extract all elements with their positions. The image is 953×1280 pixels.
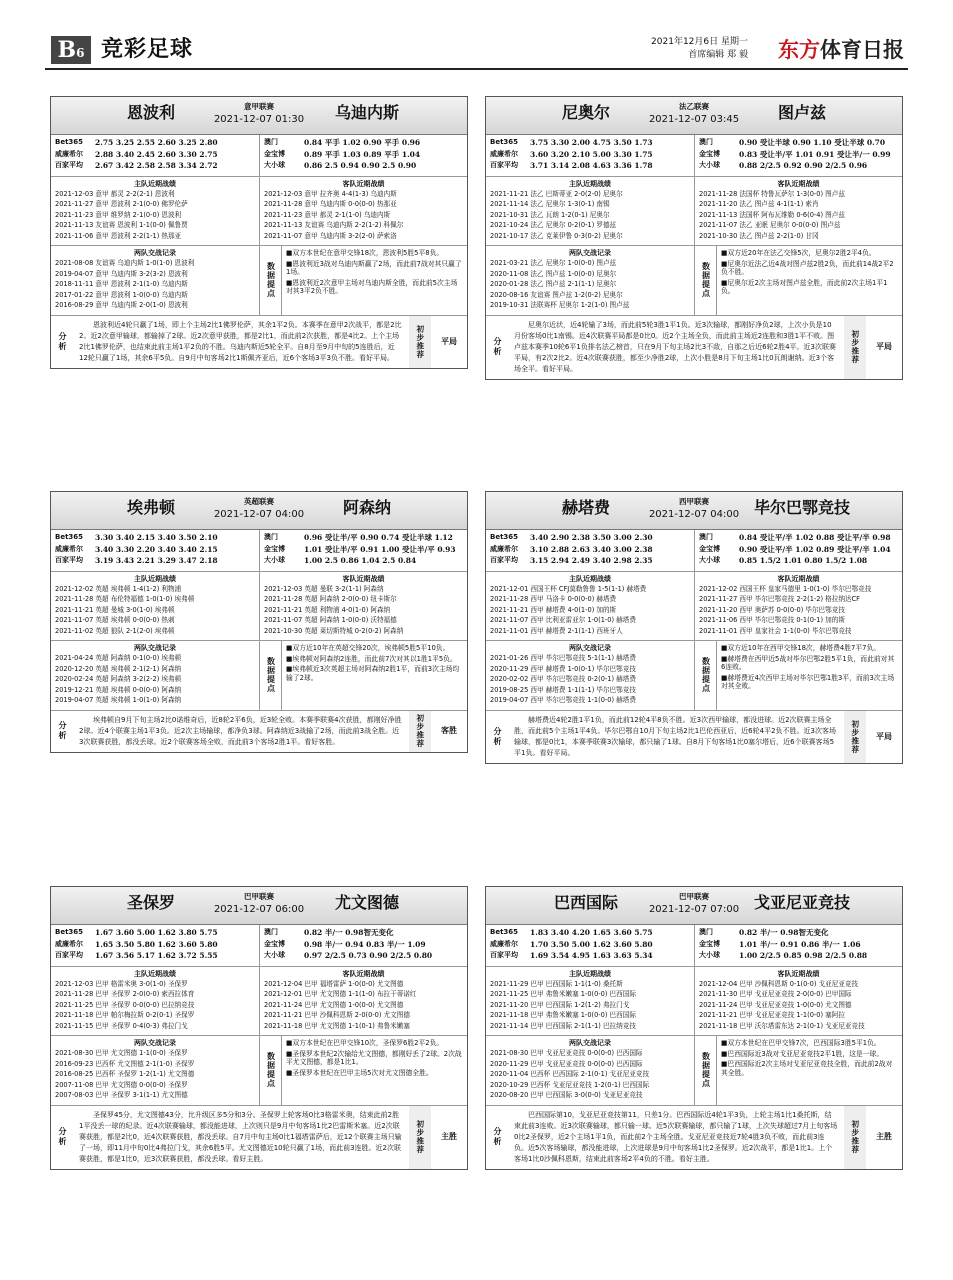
data-points-label: 数据提点 bbox=[260, 246, 282, 314]
h2h-row: 2020-11-04 巴西杯 巴西国际 2-1(0-1) 戈亚尼亚竞技 bbox=[490, 1070, 650, 1078]
league-name: 巴甲联赛 bbox=[679, 892, 709, 901]
home_recent-row: 2021-11-28 西甲 马洛卡 0-0(0-0) 赫塔费 bbox=[490, 595, 617, 604]
odds2-row: 0.89 平手 1.03 0.89 平手 1.04 bbox=[304, 149, 421, 159]
odds-company: Bet365 bbox=[490, 533, 519, 541]
h2h-section bbox=[51, 246, 467, 315]
match-panel bbox=[50, 886, 468, 1170]
odds2-row: 0.84 平手 1.02 0.90 平手 0.96 bbox=[304, 138, 421, 147]
h2h-section bbox=[486, 1036, 902, 1105]
away_recent-row: 2021-11-21 巴甲 沙佩科恩斯 2-0(0-0) 尤文图德 bbox=[264, 1011, 410, 1020]
home_recent-row: 2021-11-23 意甲 维罗纳 2-1(0-0) 恩波利 bbox=[55, 210, 182, 219]
h2h-row: 2016-08-29 意甲 乌迪内斯 2-0(1-0) 恩波利 bbox=[55, 301, 188, 309]
analysis-text: 圣保罗45分，尤文图德43分，比升级区多5分和3分。圣保罗上轮客场0比3格雷米奥，结束此前2胜1平没丢一球的纪录。近4次联赛输球，都没能进球，上次则只是9月中旬客场1比2巴雷斯米塞。近2次联赛获胜，都是2比0，近4次联赛获胜，都没丢球。自7月中旬主场0比1福塔雷萨后，近12个联赛主场只输了一场，即11月中旬0比4弗拉门戈，其余6胜5平。尤文图德近10轮只赢了1场，而此前3连胜。近2次联赛获胜，都是1比0，近3次联赛获胜，都没丢球。看好主胜。 bbox=[79, 1110, 402, 1164]
analysis-section bbox=[486, 316, 902, 380]
odds1-row: 2.75 3.25 2.55 2.60 3.25 2.80 bbox=[95, 138, 218, 147]
h2h-row: 2018-11-11 意甲 恩波利 2-1(1-0) 乌迪内斯 bbox=[55, 280, 188, 288]
points-row: ■巴西国际近3战对戈亚尼亚竞技2平1胜，这是一球。 bbox=[721, 1049, 884, 1058]
h2h-row: 2019-04-07 英超 埃弗顿 1-0(1-0) 阿森纳 bbox=[55, 696, 182, 704]
odds1-row: 1.70 3.50 5.00 1.62 3.60 5.80 bbox=[530, 939, 653, 949]
page-number: B6 bbox=[51, 36, 91, 64]
home_recent-row: 2021-11-06 意甲 恩波利 2-2(1-1) 热那亚 bbox=[55, 231, 182, 240]
points-row: ■尼奥尔近法乙近4战对图卢兹2胜2负，而此前14战2平2负不胜。 bbox=[721, 259, 894, 277]
away-recent-title: 客队近期战绩 bbox=[342, 180, 385, 188]
analysis-text: 恩波利近4轮只赢了1场，即上个主场2比1佛罗伦萨，其余1平2负。本赛季在意甲2次战平，都是2比2。近2次意甲输球，都输掉了2球。近2次意甲获胜，都是2比1，而此前2次获胜，都是4比2。上个主场2比1佛罗伦萨，也结束此前主场1平2负的不胜。乌迪内斯近5轮全平。自8月至9月中旬的5连胜后，近12轮只赢了1场，其余6平5负。自9月中旬客场2比1斯佩齐亚后，近6个客场3平3负不胜。看好平局。 bbox=[79, 320, 402, 363]
odds2-row: 0.84 受让平/半 1.02 0.88 受让平/半 0.98 bbox=[739, 533, 891, 542]
match-title-bar bbox=[51, 492, 467, 530]
home_recent-row: 2021-11-25 巴甲 弗鲁米嫩塞 1-0(0-0) 巴西国际 bbox=[490, 990, 636, 999]
match-datetime: 2021-12-07 07:00 bbox=[648, 904, 740, 915]
points-row: ■双方近10年在英超交锋20次，埃弗顿5胜5平10负。 bbox=[286, 644, 450, 653]
home-team: 赫塔费 bbox=[561, 498, 610, 517]
odds-table bbox=[486, 925, 902, 967]
odds2-row: 0.98 半/一 0.94 0.83 半/一 1.09 bbox=[304, 939, 426, 949]
match-datetime: 2021-12-07 03:45 bbox=[648, 114, 740, 125]
odds1-row: 1.83 3.40 4.20 1.65 3.60 5.75 bbox=[530, 928, 653, 937]
recommend-label: 初步推荐 bbox=[844, 711, 866, 764]
away_recent-row: 2021-12-03 意甲 拉齐奥 4-4(1-3) 乌迪内斯 bbox=[264, 189, 397, 198]
points-row: ■双方本世纪在巴甲交锋7次，巴西国际3胜5平1负。 bbox=[721, 1039, 881, 1048]
home_recent-row: 2021-11-18 巴甲 帕尔梅拉斯 0-2(0-1) 圣保罗 bbox=[55, 1011, 195, 1020]
odds-company: 金宝博 bbox=[264, 544, 285, 553]
away-team: 阿森纳 bbox=[342, 498, 391, 517]
odds2-row: 0.90 受让半球 0.90 1.10 受让半球 0.70 bbox=[739, 138, 886, 147]
away_recent-row: 2021-10-30 英超 莱切斯特城 0-2(0-2) 阿森纳 bbox=[264, 626, 404, 635]
away_recent-row: 2021-12-03 英超 曼联 3-2(1-1) 阿森纳 bbox=[264, 584, 384, 593]
match-title-bar bbox=[51, 97, 467, 135]
analysis-label: 分析 bbox=[58, 721, 67, 742]
h2h-title: 两队交战记录 bbox=[134, 644, 176, 653]
h2h-row: 2020-10-29 巴西杯 戈亚尼亚竞技 1-2(0-1) 巴西国际 bbox=[490, 1080, 650, 1089]
odds-table bbox=[486, 530, 902, 572]
odds-company: 大小球 bbox=[699, 161, 720, 169]
home-recent-title: 主队近期战绩 bbox=[134, 970, 176, 978]
h2h-row: 2020-08-20 巴甲 巴西国际 3-0(0-0) 戈亚尼亚竞技 bbox=[490, 1091, 643, 1099]
odds1-row: 3.30 3.40 2.15 3.40 3.50 2.10 bbox=[95, 533, 218, 542]
odds-company: 金宝博 bbox=[264, 939, 285, 948]
odds1-row: 3.15 2.94 2.49 3.40 2.98 2.35 bbox=[530, 556, 653, 565]
away_recent-row: 2021-11-24 巴甲 尤文图德 1-0(0-0) 尤文图德 bbox=[264, 1000, 404, 1009]
points-row: ■双方近20年在法乙交锋5次，尼奥尔2胜2平4负。 bbox=[721, 249, 876, 258]
odds2-row: 1.00 2.5 0.86 1.04 2.5 0.84 bbox=[304, 556, 417, 565]
odds1-row: 2.88 3.40 2.45 2.60 3.30 2.75 bbox=[95, 149, 218, 159]
data-points-label: 数据提点 bbox=[260, 641, 282, 709]
date-line: 2021年12月6日 星期一 首席编辑 郑 毅 bbox=[651, 37, 748, 60]
away_recent-row: 2021-11-30 巴甲 戈亚尼亚竞技 2-0(0-0) 巴甲国际 bbox=[699, 990, 852, 999]
odds1-row: 2.67 3.42 2.58 2.58 3.34 2.72 bbox=[95, 161, 218, 170]
league-name: 意甲联赛 bbox=[244, 102, 274, 111]
match-panel bbox=[50, 491, 468, 753]
match-title-bar bbox=[486, 887, 902, 925]
odds2-row: 1.00 2/2.5 0.85 0.98 2/2.5 0.88 bbox=[739, 951, 868, 960]
h2h-row: 2007-11-08 巴甲 尤文图德 0-0(0-0) 圣保罗 bbox=[55, 1080, 188, 1089]
points-row: ■赫塔费近4次西甲主场对毕尔巴鄂1胜3平，而前3次主场对其全败。 bbox=[721, 673, 895, 691]
odds-company: 百家平均 bbox=[490, 161, 518, 169]
recent-form bbox=[51, 177, 467, 246]
match-panel bbox=[485, 886, 903, 1170]
analysis-section bbox=[51, 711, 467, 753]
home-recent-title: 主队近期战绩 bbox=[569, 970, 611, 978]
odds1-row: 3.10 2.88 2.63 3.40 3.00 2.38 bbox=[530, 544, 653, 554]
odds2-row: 0.88 2/2.5 0.92 0.90 2/2.5 0.96 bbox=[739, 161, 868, 170]
match-datetime: 2021-12-07 04:00 bbox=[648, 509, 740, 520]
match-panel bbox=[485, 491, 903, 764]
odds-company: Bet365 bbox=[490, 928, 519, 936]
home_recent-row: 2021-11-07 英超 埃弗顿 0-0(0-0) 热刺 bbox=[55, 616, 175, 625]
home_recent-row: 2021-11-15 巴甲 圣保罗 0-4(0-3) 弗拉门戈 bbox=[55, 1021, 188, 1030]
odds-table bbox=[51, 135, 467, 177]
league-name: 英超联赛 bbox=[244, 497, 274, 506]
analysis-section bbox=[486, 711, 902, 764]
analysis-text: 巴西国际第10，戈亚尼亚竞技第11，只差1分。巴西国际近4轮1平3负，上轮主场1比1桑托斯，结束此前3连败。近3次联赛输球，都只输一球。近5次联赛输球，都只输了1球，上次失球超过7月上旬客场0比2圣保罗，近2个主场1平1负，而此前2个主场全胜。戈亚尼亚竞技近7轮4胜3负不败，而此前3连负。近5次客场输球，都没能进球，上次进球是9月中旬客场1比2圣保罗。近2次战平，都是1比1。上个客场1比0沙佩科恩斯，结束此前客场2平4负的不胜。看好主胜。 bbox=[514, 1110, 838, 1164]
odds-company: 大小球 bbox=[264, 161, 285, 169]
recent-form bbox=[51, 967, 467, 1036]
match-datetime: 2021-12-07 04:00 bbox=[213, 509, 305, 520]
odds-company: 澳门 bbox=[264, 138, 278, 146]
data-points-label: 数据提点 bbox=[260, 1036, 282, 1104]
odds2-row: 0.90 受让平/半 1.02 0.89 受让平/半 1.04 bbox=[739, 544, 891, 554]
home_recent-row: 2021-11-01 西甲 赫塔费 2-1(1-1) 西班牙人 bbox=[490, 626, 623, 635]
away_recent-row: 2021-11-20 西甲 奥萨苏 0-0(0-0) 毕尔巴鄂竞技 bbox=[699, 605, 845, 614]
away_recent-row: 2021-11-28 英超 阿森纳 2-0(0-0) 纽卡斯尔 bbox=[264, 595, 397, 604]
odds-company: 澳门 bbox=[699, 928, 713, 936]
analysis-section bbox=[486, 1106, 902, 1170]
h2h-row: 2019-08-25 西甲 赫塔费 1-1(1-1) 毕尔巴鄂竞技 bbox=[490, 685, 636, 694]
away_recent-row: 2021-11-28 意甲 乌迪内斯 0-0(0-0) 热那亚 bbox=[264, 200, 397, 209]
home_recent-row: 2021-12-03 意甲 都灵 2-2(2-1) 恩波利 bbox=[55, 189, 175, 198]
odds-company: 大小球 bbox=[264, 556, 285, 564]
home_recent-row: 2021-10-17 法乙 克莱伊鲁 0-3(0-2) 尼奥尔 bbox=[490, 231, 623, 240]
analysis-label: 分析 bbox=[493, 726, 502, 747]
home_recent-row: 2021-12-02 英超 埃弗顿 1-4(1-2) 利物浦 bbox=[55, 584, 182, 593]
away-team: 戈亚尼亚竞技 bbox=[753, 893, 850, 912]
home_recent-row: 2021-10-24 法乙 尼奥尔 0-2(0-1) 罗德兹 bbox=[490, 221, 617, 230]
recent-form bbox=[51, 572, 467, 641]
h2h-row: 2019-04-07 意甲 乌迪内斯 3-2(3-2) 恩波利 bbox=[55, 269, 188, 278]
h2h-row: 2019-04-07 西甲 毕尔巴鄂竞技 1-1(0-0) 赫塔费 bbox=[490, 696, 636, 704]
match-panel bbox=[485, 96, 903, 380]
h2h-title: 两队交战记录 bbox=[134, 1039, 176, 1048]
h2h-row: 2016-08-25 巴西杯 圣保罗 1-2(1-1) 尤文图德 bbox=[55, 1070, 195, 1078]
away_recent-row: 2021-12-02 西国王杯 皇家马德里 1-0(1-0) 毕尔巴鄂竞技 bbox=[699, 584, 872, 593]
h2h-row: 2020-01-28 法乙 图卢兹 2-1(1-1) 尼奥尔 bbox=[490, 280, 617, 288]
h2h-row: 2007-08-03 巴甲 圣保罗 3-1(1-1) 尤文图德 bbox=[55, 1091, 188, 1099]
away_recent-row: 2021-11-07 法乙 亚眠 尼奥尔 0-0(0-0) 图卢兹 bbox=[699, 221, 841, 230]
home-team: 巴西国际 bbox=[553, 893, 618, 912]
odds1-row: 1.65 3.50 5.80 1.62 3.60 5.80 bbox=[95, 939, 218, 949]
h2h-section bbox=[486, 641, 902, 710]
home-recent-title: 主队近期战绩 bbox=[569, 180, 611, 188]
away_recent-row: 2021-11-24 巴甲 戈亚尼亚竞技 1-0(0-0) 尤文图德 bbox=[699, 1000, 852, 1009]
h2h-row: 2020-08-16 友谊赛 图卢兹 1-2(0-2) 尼奥尔 bbox=[490, 290, 623, 299]
away-team: 乌迪内斯 bbox=[334, 103, 399, 122]
h2h-row: 2020-11-29 巴甲 戈亚尼亚竞技 0-0(0-0) 巴西国际 bbox=[490, 1059, 643, 1068]
odds-company: 威廉希尔 bbox=[55, 544, 83, 553]
analysis-text: 赫塔费近4轮2胜1平1负，而此前12轮4平8负不胜。近3次西甲输球，都没进球。近2次联赛主场全胜，而此前5个主场1平4负。毕尔巴鄂自10月下旬主场2比1巴伦西亚后，近6轮4平2负不胜。近3次客场输球，都是0比1，本赛季联赛3次输球，都只输了1球。自8月下旬客场1比0塞尔塔后，近6个联赛客场5平1负。看好平局。 bbox=[514, 715, 836, 758]
home-team: 尼奥尔 bbox=[561, 103, 610, 122]
odds1-row: 1.67 3.56 5.17 1.62 3.72 5.55 bbox=[95, 951, 218, 960]
h2h-row: 2019-10-31 法联赛杯 尼奥尔 1-2(1-0) 图卢兹 bbox=[490, 301, 630, 309]
home-team: 埃弗顿 bbox=[126, 498, 175, 517]
match-datetime: 2021-12-07 01:30 bbox=[213, 114, 305, 125]
h2h-title: 两队交战记录 bbox=[569, 1039, 611, 1048]
h2h-row: 2021-08-08 友谊赛 乌迪内斯 1-0(1-0) 恩波利 bbox=[55, 259, 195, 267]
h2h-row: 2021-01-26 西甲 毕尔巴鄂竞技 5-1(1-1) 赫塔费 bbox=[490, 654, 636, 662]
home_recent-row: 2021-11-13 友谊赛 恩波利 1-1(0-0) 佩鲁贾 bbox=[55, 221, 188, 230]
home_recent-row: 2021-11-14 巴甲 巴西国际 2-1(1-1) 巴拉纳竞技 bbox=[490, 1021, 636, 1030]
odds-company: Bet365 bbox=[55, 533, 84, 541]
home_recent-row: 2021-10-31 法乙 瓦朗 1-2(0-1) 尼奥尔 bbox=[490, 210, 610, 219]
data-points-label: 数据提点 bbox=[695, 641, 717, 709]
odds-table bbox=[51, 530, 467, 572]
section-title: 竞彩足球 bbox=[101, 37, 194, 62]
h2h-title: 两队交战记录 bbox=[569, 249, 611, 258]
away_recent-row: 2021-12-04 巴甲 福塔雷萨 1-0(0-0) 尤文图德 bbox=[264, 979, 404, 988]
analysis-label: 分析 bbox=[493, 1127, 502, 1148]
odds1-row: 3.19 3.43 2.21 3.29 3.47 2.18 bbox=[95, 556, 218, 565]
odds-company: 百家平均 bbox=[490, 556, 518, 564]
away-recent-title: 客队近期战绩 bbox=[342, 970, 385, 978]
points-row: ■赫塔费在西甲近5战对毕尔巴鄂2胜5平1负，而此前对其6连败。 bbox=[721, 654, 895, 672]
h2h-row: 2021-08-30 巴甲 尤文图德 1-1(0-0) 圣保罗 bbox=[55, 1049, 188, 1057]
home_recent-row: 2021-11-18 巴甲 弗鲁米嫩塞 1-0(0-0) 巴西国际 bbox=[490, 1011, 636, 1020]
away_recent-row: 2021-12-01 巴甲 尤文图德 1-1(1-0) 布拉干蒂诺红 bbox=[264, 990, 417, 999]
away_recent-row: 2021-11-13 法国杯 阿布瓦维勒 0-6(0-4) 图卢兹 bbox=[699, 210, 845, 219]
away_recent-row: 2021-11-27 西甲 毕尔巴鄂竞技 2-2(1-2) 格拉纳达CF bbox=[699, 595, 860, 604]
newspaper-logo: 东方体育日报 bbox=[778, 38, 904, 62]
odds-table bbox=[51, 925, 467, 967]
verdict: 客胜 bbox=[441, 726, 457, 736]
h2h-title: 两队交战记录 bbox=[569, 644, 611, 653]
analysis-text: 尼奥尔近状，近4轮输了3场，而此前5轮3胜1平1负。近3次输球，都刚好净负2球，上次小负是10月份客场0比1南锡。近4次联赛平局都是0比0。近2个主场全负，而此前主场近2连胜和3胜1平不败。图卢兹本赛季10轮6平1负排名法乙榜首，只在9月下旬主场2比3不敌，自那之后近6轮2胜4平。近3次联赛平局，有2次2比2。近4次联赛获胜，都至少净胜2球，上次小胜是8月下旬主场1比0瓦朗谢纳。近3个客场全平。看好平局。 bbox=[514, 320, 836, 374]
odds-company: 威廉希尔 bbox=[490, 149, 518, 158]
away_recent-row: 2021-11-23 意甲 都灵 2-1(1-0) 乌迪内斯 bbox=[264, 210, 391, 219]
home_recent-row: 2021-11-21 法乙 巴斯蒂亚 2-0(2-0) 尼奥尔 bbox=[490, 189, 623, 198]
odds-company: 百家平均 bbox=[55, 556, 83, 564]
odds2-row: 0.85 1.5/2 1.01 0.80 1.5/2 1.08 bbox=[739, 556, 868, 565]
away_recent-row: 2021-11-06 西甲 毕尔巴鄂竞技 0-1(0-1) 加的斯 bbox=[699, 616, 845, 625]
home-recent-title: 主队近期战绩 bbox=[134, 575, 176, 583]
recent-form bbox=[486, 177, 902, 246]
home_recent-row: 2021-11-28 英超 布伦特福德 1-0(1-0) 埃弗顿 bbox=[55, 595, 195, 604]
odds1-row: 3.60 3.20 2.10 5.00 3.30 1.75 bbox=[530, 149, 653, 159]
home_recent-row: 2021-12-03 巴甲 格雷米奥 3-0(1-0) 圣保罗 bbox=[55, 979, 188, 988]
odds2-row: 0.82 半/一 0.98智无变化 bbox=[739, 928, 829, 937]
odds1-row: 3.40 2.90 2.38 3.50 3.00 2.30 bbox=[530, 533, 653, 542]
home-team: 恩波利 bbox=[126, 103, 175, 122]
away_recent-row: 2021-11-21 巴甲 戈亚尼亚竞技 1-1(0-0) 塞阿拉 bbox=[699, 1011, 845, 1020]
analysis-section bbox=[51, 1106, 467, 1170]
odds2-row: 1.01 受让半/平 0.91 1.00 受让半/平 0.93 bbox=[304, 544, 456, 554]
odds-company: 澳门 bbox=[699, 533, 713, 541]
odds-company: Bet365 bbox=[490, 138, 519, 146]
verdict: 平局 bbox=[876, 731, 892, 741]
odds-company: 澳门 bbox=[264, 533, 278, 541]
away-team: 毕尔巴鄂竞技 bbox=[753, 498, 850, 517]
points-row: ■双方本世纪在巴甲交锋10次，圣保罗6胜2平2负。 bbox=[286, 1039, 444, 1048]
odds-table bbox=[486, 135, 902, 177]
home_recent-row: 2021-11-29 巴甲 巴西国际 1-1(1-0) 桑托斯 bbox=[490, 979, 623, 988]
odds-company: 澳门 bbox=[699, 138, 713, 146]
recommend-label: 初步推荐 bbox=[844, 1106, 866, 1170]
away-recent-title: 客队近期战绩 bbox=[777, 970, 820, 978]
points-row: ■圣保罗本世纪在巴甲主场5次对尤文图德全胜。 bbox=[286, 1068, 433, 1077]
odds-company: 威廉希尔 bbox=[490, 544, 518, 553]
away_recent-row: 2021-10-30 法乙 图卢兹 2-2(1-0) 甘冈 bbox=[699, 231, 819, 240]
h2h-title: 两队交战记录 bbox=[134, 249, 176, 258]
odds-company: 威廉希尔 bbox=[490, 939, 518, 948]
odds-company: 金宝博 bbox=[699, 149, 720, 158]
away_recent-row: 2021-11-18 巴甲 尤文图德 1-1(0-1) 弗鲁米嫩塞 bbox=[264, 1021, 410, 1030]
h2h-row: 2020-12-20 英超 埃弗顿 2-1(2-1) 阿森纳 bbox=[55, 664, 182, 673]
odds-company: 威廉希尔 bbox=[55, 149, 83, 158]
home_recent-row: 2021-11-25 巴甲 圣保罗 0-0(0-0) 巴拉纳竞技 bbox=[55, 1000, 195, 1009]
odds2-row: 0.83 受让半/平 1.01 0.91 受让半/一 0.99 bbox=[739, 149, 891, 159]
odds-company: 大小球 bbox=[699, 951, 720, 959]
home-team: 圣保罗 bbox=[126, 893, 175, 912]
match-title-bar bbox=[486, 492, 902, 530]
points-row: ■埃弗顿近3次英超主场对阿森纳2胜1平，而前3次主场均输了2球。 bbox=[286, 665, 460, 682]
odds-company: 澳门 bbox=[264, 928, 278, 936]
points-row: ■双方本世纪在意甲交锋18次，恩波利5胜5平8负。 bbox=[286, 249, 444, 258]
h2h-row: 2020-11-08 法乙 图卢兹 1-0(0-0) 尼奥尔 bbox=[490, 269, 617, 278]
verdict: 平局 bbox=[441, 336, 457, 346]
analysis-label: 分析 bbox=[58, 1127, 67, 1148]
odds-company: Bet365 bbox=[55, 928, 84, 936]
league-name: 法乙联赛 bbox=[679, 102, 709, 111]
odds2-row: 0.97 2/2.5 0.73 0.90 2/2.5 0.80 bbox=[304, 951, 433, 960]
away_recent-row: 2021-12-04 巴甲 沙佩科恩斯 0-1(0-0) 戈亚尼亚竞技 bbox=[699, 979, 859, 988]
home_recent-row: 2021-11-21 西甲 赫塔费 4-0(1-0) 加的斯 bbox=[490, 605, 617, 614]
odds-company: 大小球 bbox=[264, 951, 285, 959]
odds-company: Bet365 bbox=[55, 138, 84, 146]
away-recent-title: 客队近期战绩 bbox=[777, 180, 820, 188]
points-row: ■恩波利近3战对乌迪内斯赢了2场，而此前7战对其只赢了1场。 bbox=[286, 259, 462, 277]
analysis-label: 分析 bbox=[493, 337, 502, 358]
points-row: ■圣保罗本世纪2次输给尤文图德，都刚好丢了2球。2次战平尤文图德，都是1比1。 bbox=[286, 1049, 462, 1067]
points-row: ■埃弗顿对阿森纳2连胜，而此前7次对其以1胜1平5负。 bbox=[286, 654, 457, 663]
h2h-section bbox=[51, 641, 467, 710]
h2h-row: 2017-01-22 意甲 恩波利 1-0(0-0) 乌迪内斯 bbox=[55, 290, 188, 299]
odds-company: 金宝博 bbox=[699, 544, 720, 553]
h2h-row: 2016-09-23 巴西杯 尤文图德 2-1(1-0) 圣保罗 bbox=[55, 1059, 195, 1068]
odds1-row: 1.67 3.60 5.00 1.62 3.80 5.75 bbox=[95, 928, 218, 937]
odds-company: 百家平均 bbox=[490, 951, 518, 959]
league-name: 巴甲联赛 bbox=[244, 892, 274, 901]
h2h-section bbox=[486, 246, 902, 315]
away_recent-row: 2021-11-07 英超 阿森纳 1-0(0-0) 沃特福德 bbox=[264, 616, 397, 625]
match-title-bar bbox=[51, 887, 467, 925]
h2h-row: 2021-08-30 巴甲 戈亚尼亚竞技 0-0(0-0) 巴西国际 bbox=[490, 1049, 643, 1057]
h2h-row: 2020-02-02 西甲 毕尔巴鄂竞技 0-2(0-1) 赫塔费 bbox=[490, 675, 636, 683]
home_recent-row: 2021-11-20 巴甲 巴西国际 1-2(1-2) 弗拉门戈 bbox=[490, 1000, 630, 1009]
away-recent-title: 客队近期战绩 bbox=[342, 575, 385, 583]
league-name: 西甲联赛 bbox=[679, 497, 709, 506]
odds1-row: 3.75 3.30 2.00 4.75 3.50 1.73 bbox=[530, 138, 653, 147]
verdict: 平局 bbox=[876, 342, 892, 352]
away_recent-row: 2021-11-20 法乙 图卢兹 4-1(1-1) 索肖 bbox=[699, 200, 819, 209]
recent-form bbox=[486, 967, 902, 1036]
away-team: 尤文图德 bbox=[334, 893, 399, 912]
odds-company: 威廉希尔 bbox=[55, 939, 83, 948]
odds2-row: 0.96 受让半/平 0.90 0.74 受让半球 1.12 bbox=[304, 533, 453, 542]
odds2-row: 0.82 半/一 0.98智无变化 bbox=[304, 928, 394, 937]
home_recent-row: 2021-11-07 西甲 比利亚雷亚尔 1-0(1-0) 赫塔费 bbox=[490, 616, 636, 625]
h2h-row: 2020-02-24 英超 阿森纳 3-2(2-2) 埃弗顿 bbox=[55, 675, 182, 683]
points-row: ■双方近10年在西甲交锋18次，赫塔费4胜7平7负。 bbox=[721, 644, 881, 653]
odds-company: 百家平均 bbox=[55, 161, 83, 169]
away_recent-row: 2021-11-13 友谊赛 乌迪内斯 2-2(1-2) 科佩尔 bbox=[264, 221, 404, 230]
recommend-label: 初步推荐 bbox=[409, 1106, 431, 1170]
home_recent-row: 2021-11-14 法乙 尼奥尔 1-3(0-1) 南锡 bbox=[490, 200, 610, 209]
analysis-section bbox=[51, 316, 467, 369]
points-row: ■巴西国际近2次主场对戈亚尼亚竞技全胜，而此前2战对其全胜。 bbox=[721, 1060, 893, 1077]
points-row: ■尼奥尔近2次主场对图卢兹全胜，而此前2次主场1平1负。 bbox=[721, 278, 888, 296]
odds1-row: 3.71 3.14 2.08 4.63 3.36 1.78 bbox=[530, 161, 653, 170]
verdict: 主胜 bbox=[441, 1132, 457, 1142]
odds-company: 大小球 bbox=[699, 556, 720, 564]
home_recent-row: 2021-11-27 意甲 恩波利 2-1(0-0) 佛罗伦萨 bbox=[55, 200, 188, 209]
odds1-row: 1.69 3.54 4.95 1.63 3.63 5.34 bbox=[530, 951, 653, 960]
recommend-label: 初步推荐 bbox=[844, 316, 866, 380]
h2h-row: 2020-11-29 西甲 赫塔费 1-0(0-1) 毕尔巴鄂竞技 bbox=[490, 664, 636, 673]
data-points-label: 数据提点 bbox=[695, 1036, 717, 1104]
match-title-bar bbox=[486, 97, 902, 135]
h2h-section bbox=[51, 1036, 467, 1105]
h2h-row: 2021-03-21 法乙 尼奥尔 1-0(0-0) 图卢兹 bbox=[490, 259, 617, 267]
away-recent-title: 客队近期战绩 bbox=[777, 575, 820, 583]
verdict: 主胜 bbox=[876, 1132, 892, 1142]
away_recent-row: 2021-11-01 西甲 皇家社会 1-1(0-0) 毕尔巴鄂竞技 bbox=[699, 626, 852, 635]
odds-company: 金宝博 bbox=[699, 939, 720, 948]
analysis-label: 分析 bbox=[58, 331, 67, 352]
home_recent-row: 2021-11-02 英超 狼队 2-1(2-0) 埃弗顿 bbox=[55, 626, 175, 635]
home_recent-row: 2021-12-01 西国王杯 CFJ莫勒鲁鲁 1-5(1-1) 赫塔费 bbox=[490, 584, 647, 593]
odds-company: 百家平均 bbox=[55, 951, 83, 959]
match-panel bbox=[50, 96, 468, 369]
odds1-row: 3.40 3.30 2.20 3.40 3.40 2.15 bbox=[95, 544, 218, 554]
away_recent-row: 2021-11-18 巴甲 沃尔塔雷东达 2-1(0-1) 戈亚尼亚竞技 bbox=[699, 1021, 865, 1030]
home_recent-row: 2021-11-28 巴甲 圣保罗 2-0(0-0) 索西拉体育 bbox=[55, 990, 195, 999]
away-team: 图卢兹 bbox=[777, 103, 826, 122]
page-header bbox=[45, 30, 908, 70]
away_recent-row: 2021-11-28 法国杯 特鲁瓦萨尔 1-3(0-0) 图卢兹 bbox=[699, 189, 845, 198]
match-datetime: 2021-12-07 06:00 bbox=[213, 904, 305, 915]
odds-company: 金宝博 bbox=[264, 149, 285, 158]
away_recent-row: 2021-11-21 英超 利物浦 4-0(1-0) 阿森纳 bbox=[264, 605, 391, 614]
recommend-label: 初步推荐 bbox=[409, 711, 431, 753]
odds2-row: 1.01 半/一 0.91 0.86 半/一 1.06 bbox=[739, 939, 861, 949]
home-recent-title: 主队近期战绩 bbox=[569, 575, 611, 583]
recent-form bbox=[486, 572, 902, 641]
h2h-row: 2019-12-21 英超 埃弗顿 0-0(0-0) 阿森纳 bbox=[55, 685, 182, 694]
data-points-label: 数据提点 bbox=[695, 246, 717, 314]
analysis-text: 埃弗顿自9月下旬主场2比0诺维奇后，近8轮2平6负，近3轮全败。本赛季联赛4次获胜，都刚好净胜2球。近4个联赛主场1平3负。近2次主场输球，都净负3球。阿森纳近3战输了2场，而此前3战全胜。近3次联赛获胜，都没丢球。近2个联赛客场全败，而此前3个客场2胜1平。看好客胜。 bbox=[79, 715, 402, 746]
points-row: ■恩波利近2次意甲主场对乌迪内斯全胜，而此前5次主场对其3平2负不胜。 bbox=[286, 278, 458, 296]
home-recent-title: 主队近期战绩 bbox=[134, 180, 176, 188]
h2h-row: 2021-04-24 英超 阿森纳 0-1(0-0) 埃弗顿 bbox=[55, 654, 182, 662]
home_recent-row: 2021-11-21 英超 曼城 3-0(1-0) 埃弗顿 bbox=[55, 605, 175, 614]
odds2-row: 0.86 2.5 0.94 0.90 2.5 0.90 bbox=[304, 161, 417, 170]
away_recent-row: 2021-11-07 意甲 乌迪内斯 3-2(2-0) 萨索洛 bbox=[264, 231, 397, 240]
recommend-label: 初步推荐 bbox=[409, 316, 431, 369]
